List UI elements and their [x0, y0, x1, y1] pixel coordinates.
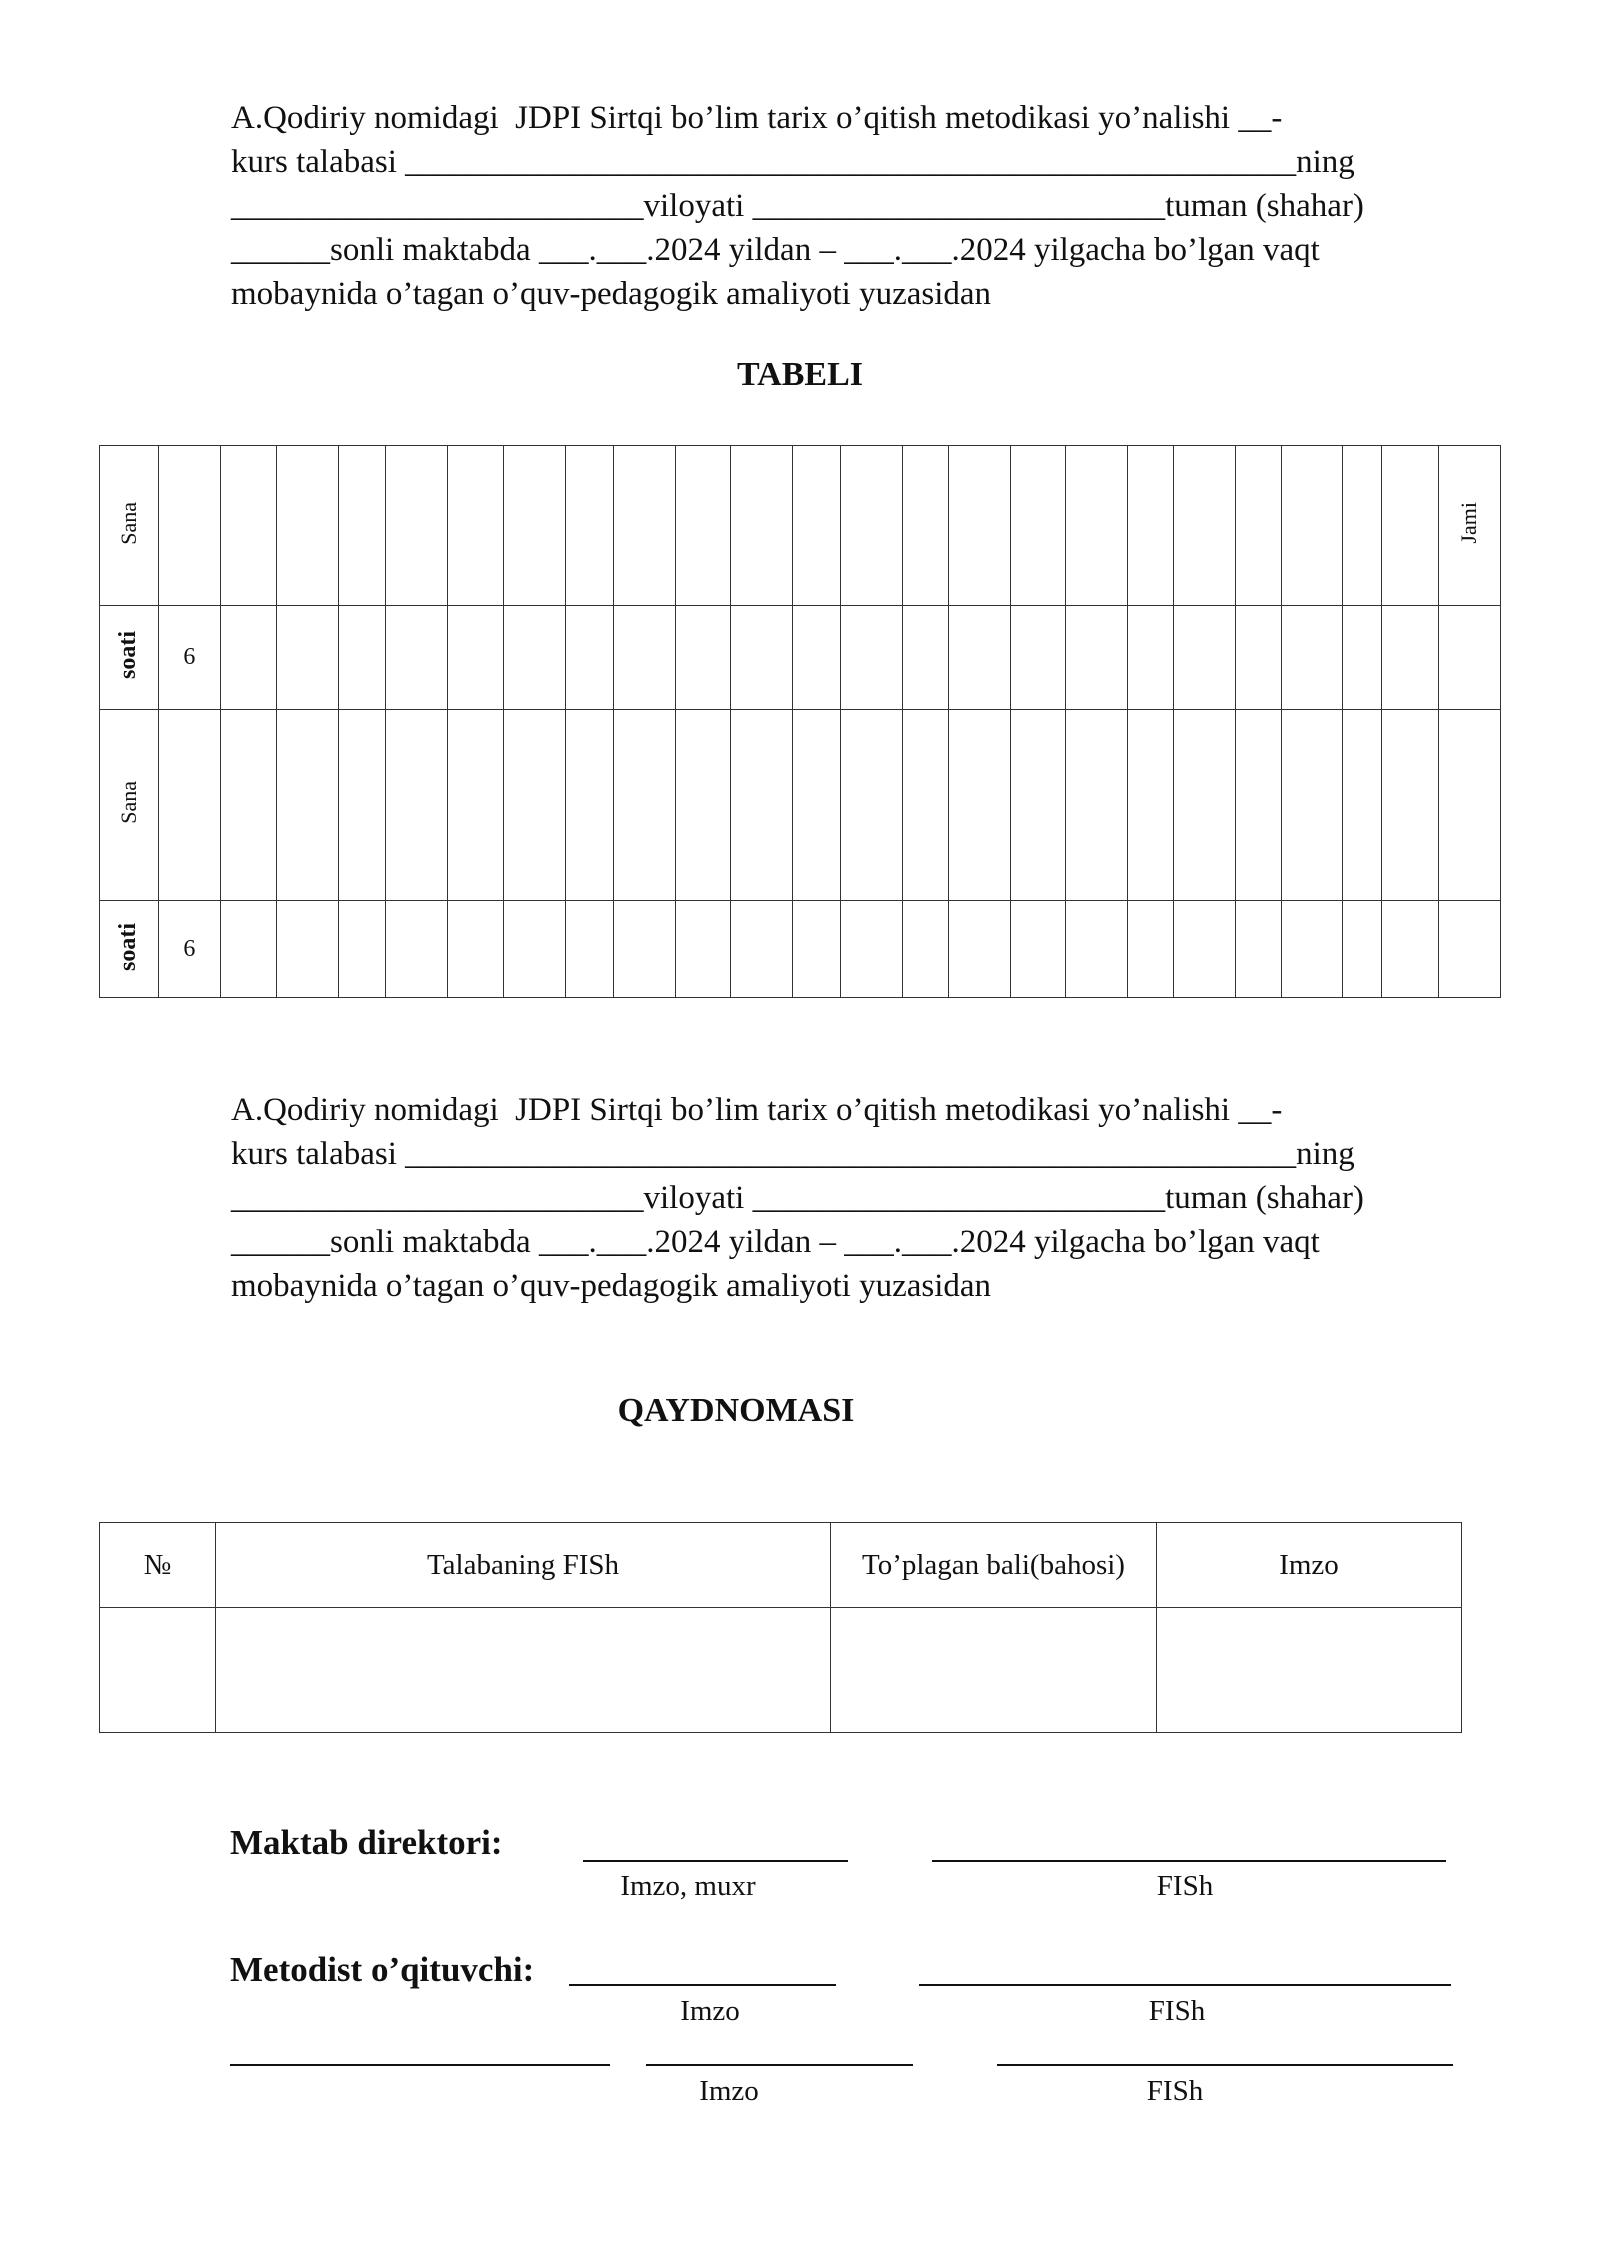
intro2-line-2: kurs talabasi ______________________________________________________ning	[231, 1136, 1355, 1172]
table-cell[interactable]	[1010, 901, 1066, 998]
table-cell[interactable]	[1343, 606, 1382, 710]
table-cell[interactable]	[1281, 901, 1343, 998]
table-cell[interactable]	[1066, 901, 1128, 998]
intro2-line-3: _________________________viloyati _________________________tuman (shahar)	[231, 1180, 1364, 1216]
table-cell[interactable]	[948, 710, 1010, 901]
tabel-title: TABELI	[737, 356, 863, 393]
table-cell[interactable]	[675, 446, 731, 606]
table-cell[interactable]	[338, 710, 386, 901]
table-cell[interactable]	[1281, 446, 1343, 606]
table-cell[interactable]	[1343, 446, 1382, 606]
table-cell[interactable]	[338, 446, 386, 606]
third-sign-line[interactable]	[646, 2064, 913, 2066]
table-cell[interactable]	[793, 606, 841, 710]
table-cell[interactable]	[338, 901, 386, 998]
table-cell[interactable]	[276, 710, 338, 901]
methodist-name-line[interactable]	[919, 1984, 1451, 1986]
table-cell[interactable]	[841, 606, 903, 710]
table-cell[interactable]	[1128, 901, 1174, 998]
table-cell[interactable]	[948, 446, 1010, 606]
table-row	[100, 710, 1501, 901]
table-cell[interactable]	[731, 446, 793, 606]
table-cell[interactable]	[613, 606, 675, 710]
row-label-cell	[100, 446, 159, 606]
table-cell[interactable]	[902, 606, 948, 710]
table-cell[interactable]	[276, 446, 338, 606]
col-header-sign: Imzo	[1157, 1523, 1462, 1608]
table-cell[interactable]	[1173, 446, 1235, 606]
table-cell[interactable]	[565, 710, 613, 901]
table-cell[interactable]	[1128, 446, 1174, 606]
table-cell[interactable]	[448, 446, 504, 606]
table-cell[interactable]	[1066, 710, 1128, 901]
row-label-sana: Sana	[115, 781, 141, 824]
table-cell[interactable]	[158, 710, 220, 901]
row-label-sana: Sana	[115, 501, 141, 545]
director-label: Maktab direktori:	[230, 1823, 503, 1862]
table-cell[interactable]	[1235, 606, 1281, 710]
table-cell[interactable]	[220, 446, 276, 606]
total-label: Jami	[1456, 502, 1482, 544]
table-cell[interactable]	[386, 901, 448, 998]
table-cell[interactable]	[1128, 606, 1174, 710]
table-cell[interactable]	[902, 446, 948, 606]
col-header-score: To’plagan bali(bahosi)	[831, 1523, 1157, 1608]
table-cell[interactable]	[448, 710, 504, 901]
table-cell[interactable]	[386, 710, 448, 901]
table-cell[interactable]	[386, 606, 448, 710]
director-name-line[interactable]	[932, 1860, 1446, 1862]
table-cell[interactable]	[220, 710, 276, 901]
table-cell[interactable]	[731, 606, 793, 710]
hours-value: 6	[183, 644, 196, 670]
table-cell[interactable]	[1173, 901, 1235, 998]
table-cell[interactable]	[831, 1608, 1157, 1733]
third-name-caption: FISh	[1146, 2075, 1204, 2107]
table-cell[interactable]	[1066, 606, 1128, 710]
table-cell[interactable]	[1010, 606, 1066, 710]
director-sign-line[interactable]	[583, 1860, 848, 1862]
student-name-blank[interactable]: ______________________________________________________	[405, 144, 1297, 180]
table-cell[interactable]	[613, 710, 675, 901]
table-cell[interactable]	[1281, 606, 1343, 710]
row-label-cell	[100, 901, 159, 998]
methodist-name-caption: FISh	[1148, 1995, 1206, 2027]
table-cell[interactable]	[100, 1608, 216, 1733]
intro-line-1: A.Qodiriy nomidagi JDPI Sirtqi bo’lim tarix o’qitish metodikasi yo’nalishi __-	[231, 100, 1283, 136]
hours-value: 6	[183, 935, 196, 962]
row-label-soati: soati	[115, 922, 142, 971]
table-cell[interactable]	[902, 710, 948, 901]
table-cell[interactable]	[1382, 446, 1439, 606]
region-blank[interactable]: _________________________	[231, 188, 644, 224]
table-cell[interactable]	[1010, 446, 1066, 606]
region-blank[interactable]: _________________________	[231, 1180, 644, 1216]
col-header-no: №	[100, 1523, 216, 1608]
table-cell[interactable]	[1157, 1608, 1462, 1733]
table-cell[interactable]	[1382, 710, 1439, 901]
director-sign-caption: Imzo, muxr	[620, 1870, 756, 1902]
table-cell[interactable]	[1173, 606, 1235, 710]
table-cell[interactable]	[1128, 710, 1174, 901]
table-cell[interactable]	[386, 446, 448, 606]
table-row	[100, 446, 1501, 606]
table-cell[interactable]	[158, 901, 220, 998]
table-cell[interactable]	[675, 901, 731, 998]
intro-line-4: ______sonli maktabda ___.___.2024 yildan – ___.___.2024 yilgacha bo’lgan vaqt	[231, 232, 1320, 268]
table-cell[interactable]	[565, 901, 613, 998]
table-cell[interactable]	[158, 446, 220, 606]
col-header-name: Talabaning FISh	[216, 1523, 831, 1608]
table-cell[interactable]	[448, 901, 504, 998]
table-header-row	[100, 1523, 1462, 1608]
table-cell[interactable]	[841, 901, 903, 998]
table-row	[100, 1608, 1462, 1733]
third-sign-caption: Imzo	[699, 2075, 759, 2107]
grades-table	[99, 1522, 1462, 1733]
table-row	[100, 901, 1501, 998]
table-cell[interactable]	[1343, 901, 1382, 998]
intro-line-2: kurs talabasi ______________________________________________________ning	[231, 144, 1355, 180]
table-cell[interactable]	[948, 606, 1010, 710]
attendance-table	[99, 445, 1501, 998]
third-name-line[interactable]	[997, 2064, 1453, 2066]
table-cell[interactable]	[276, 606, 338, 710]
table-cell[interactable]	[793, 710, 841, 901]
table-cell[interactable]	[504, 606, 566, 710]
table-cell[interactable]	[1173, 710, 1235, 901]
table-cell[interactable]	[948, 901, 1010, 998]
intro-paragraph	[231, 96, 1531, 316]
table-cell[interactable]	[731, 901, 793, 998]
table-cell[interactable]	[1235, 710, 1281, 901]
intro-line-5: mobaynida o’tagan o’quv-pedagogik amaliyoti yuzasidan	[231, 276, 992, 312]
table-cell[interactable]	[675, 710, 731, 901]
table-cell[interactable]	[793, 446, 841, 606]
student-name-blank[interactable]: ______________________________________________________	[405, 1136, 1297, 1172]
table-cell[interactable]	[613, 901, 675, 998]
table-cell[interactable]	[158, 606, 220, 710]
methodist-sign-caption: Imzo	[680, 1995, 740, 2027]
table-cell[interactable]	[1281, 710, 1343, 901]
table-cell[interactable]	[216, 1608, 831, 1733]
row-label-soati: soati	[115, 631, 142, 679]
table-cell[interactable]	[220, 901, 276, 998]
district-blank[interactable]: _________________________	[752, 1180, 1166, 1216]
table-cell[interactable]	[276, 901, 338, 998]
third-role-line[interactable]	[230, 2064, 610, 2066]
row-label-cell	[100, 710, 159, 901]
table-cell[interactable]	[1235, 901, 1281, 998]
table-cell[interactable]	[675, 606, 731, 710]
table-cell[interactable]	[1438, 710, 1500, 901]
methodist-sign-line[interactable]	[569, 1984, 836, 1986]
table-cell[interactable]	[1066, 446, 1128, 606]
table-cell[interactable]	[613, 446, 675, 606]
district-blank[interactable]: _________________________	[752, 188, 1166, 224]
table-cell[interactable]	[504, 446, 566, 606]
table-cell[interactable]	[448, 606, 504, 710]
table-cell[interactable]	[504, 710, 566, 901]
table-cell[interactable]	[1382, 901, 1439, 998]
intro-paragraph-2	[231, 1088, 1531, 1308]
table-cell[interactable]	[1343, 710, 1382, 901]
table-cell[interactable]	[731, 710, 793, 901]
row-label-cell	[100, 606, 159, 710]
table-cell[interactable]	[793, 901, 841, 998]
table-cell[interactable]	[1235, 446, 1281, 606]
intro2-line-5: mobaynida o’tagan o’quv-pedagogik amaliyoti yuzasidan	[231, 1268, 992, 1304]
director-name-caption: FISh	[1156, 1870, 1214, 1902]
table-row	[100, 606, 1501, 710]
table-cell[interactable]	[1010, 710, 1066, 901]
intro-line-3: _________________________viloyati _________________________tuman (shahar)	[231, 188, 1364, 224]
table-cell[interactable]	[1382, 606, 1439, 710]
intro2-line-1: A.Qodiriy nomidagi JDPI Sirtqi bo’lim tarix o’qitish metodikasi yo’nalishi __-	[231, 1092, 1283, 1128]
intro2-line-4: ______sonli maktabda ___.___.2024 yildan – ___.___.2024 yilgacha bo’lgan vaqt	[231, 1224, 1320, 1260]
table-cell[interactable]	[1438, 901, 1500, 998]
qaydnoma-title: QAYDNOMASI	[617, 1392, 855, 1429]
table-cell[interactable]	[841, 446, 903, 606]
table-cell[interactable]	[338, 606, 386, 710]
total-label-cell	[1438, 446, 1500, 606]
table-cell[interactable]	[565, 446, 613, 606]
table-cell[interactable]	[504, 901, 566, 998]
table-cell[interactable]	[1438, 606, 1500, 710]
table-cell[interactable]	[565, 606, 613, 710]
table-cell[interactable]	[220, 606, 276, 710]
table-cell[interactable]	[902, 901, 948, 998]
table-cell[interactable]	[841, 710, 903, 901]
methodist-label: Metodist o’qituvchi:	[230, 1950, 535, 1989]
